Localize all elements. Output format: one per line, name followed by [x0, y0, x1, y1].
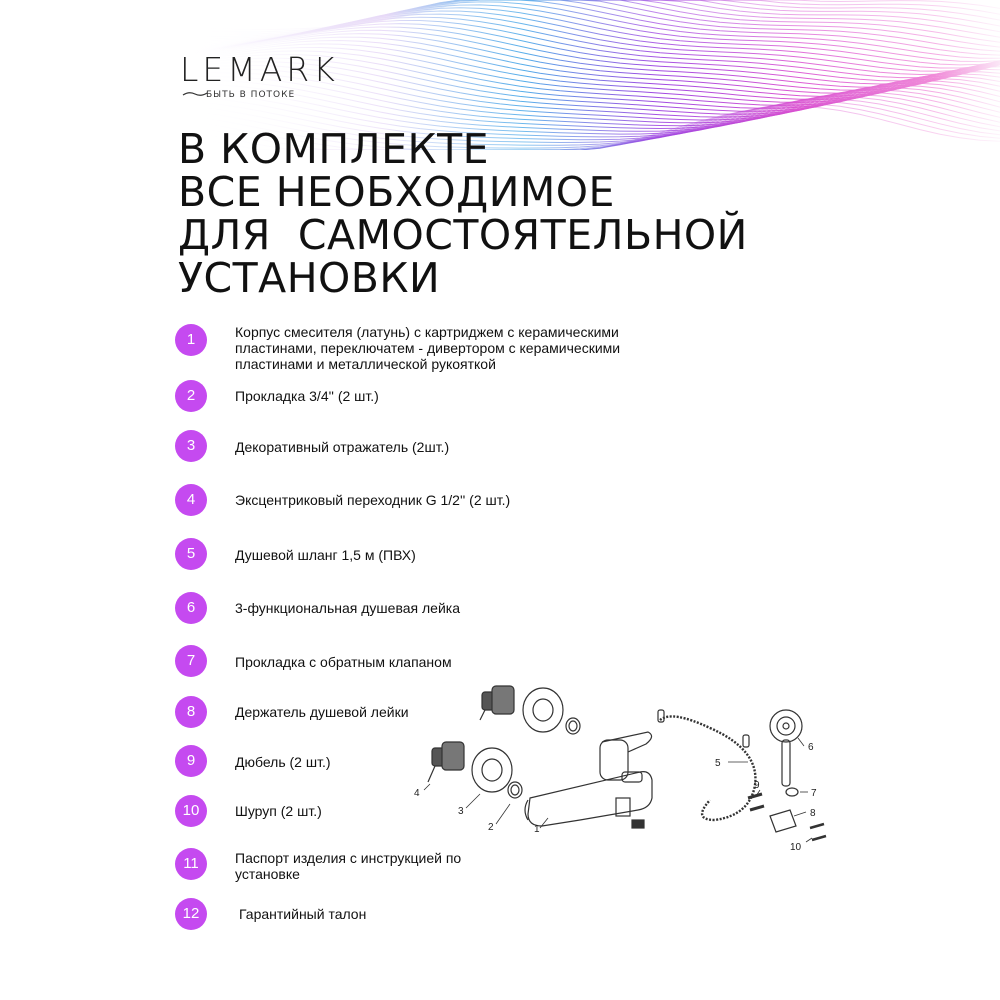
item-number-badge: 7 — [175, 645, 207, 677]
item-text: Корпус смесителя (латунь) с картриджем с керамическими пластинами, переключатем - дивертором с керамическими пластинами и металлической рукояткой — [235, 324, 621, 372]
callout-label: 3 — [458, 806, 464, 817]
callout-label: 4 — [414, 788, 420, 799]
product-exploded-diagram — [410, 680, 850, 860]
check-valve-gasket-icon — [786, 788, 798, 796]
callout-label: 10 — [790, 842, 802, 853]
callout-label: 8 — [810, 808, 816, 819]
item-text: 3-функциональная душевая лейка — [235, 600, 460, 616]
item-text: Декоративный отражатель (2шт.) — [235, 439, 450, 455]
shower-hose-icon — [658, 710, 755, 820]
dowel-icon — [748, 794, 764, 810]
item-number-badge: 8 — [175, 696, 207, 728]
item-text: Держатель душевой лейки — [235, 704, 409, 720]
item-text: Прокладка с обратным клапаном — [235, 654, 452, 670]
callout-label: 9 — [754, 780, 760, 791]
item-text: Душевой шланг 1,5 м (ПВХ) — [235, 547, 416, 563]
shower-holder-icon — [770, 810, 796, 832]
item-text: Шуруп (2 шт.) — [235, 803, 322, 819]
callout-label: 7 — [811, 788, 817, 799]
item-number-badge: 2 — [175, 380, 207, 412]
eccentric-adapter-icon — [428, 686, 514, 782]
item-number-badge: 12 — [175, 898, 207, 930]
screw-icon — [810, 824, 826, 840]
item-text: Прокладка 3/4'' (2 шт.) — [235, 388, 379, 404]
item-number-badge: 9 — [175, 745, 207, 777]
callout-label: 1 — [534, 824, 540, 835]
item-text: Паспорт изделия с инструкцией по установке — [235, 850, 462, 882]
item-number-badge: 3 — [175, 430, 207, 462]
callout-label: 2 — [488, 822, 494, 833]
title-line-3: ДЛЯ САМОСТОЯТЕЛЬНОЙ — [178, 211, 748, 259]
item-number-badge: 1 — [175, 324, 207, 356]
mixer-body-icon — [525, 732, 652, 828]
item-number-badge: 11 — [175, 848, 207, 880]
gasket-icon — [508, 718, 580, 798]
brand-tagline: БЫТЬ В ПОТОКЕ — [206, 90, 296, 100]
title-line-4: УСТАНОВКИ — [178, 254, 441, 302]
item-text: Гарантийный талон — [239, 906, 367, 922]
brand-name: LEMARK — [180, 50, 339, 89]
item-text: Эксцентриковый переходник G 1/2'' (2 шт.) — [235, 492, 511, 508]
item-number-badge: 4 — [175, 484, 207, 516]
callout-label: 5 — [715, 758, 721, 769]
callout-label: 6 — [808, 742, 814, 753]
shower-head-icon — [770, 710, 802, 786]
title-line-1: В КОМПЛЕКТЕ — [178, 125, 490, 173]
item-text: Дюбель (2 шт.) — [235, 754, 331, 770]
item-number-badge: 6 — [175, 592, 207, 624]
item-number-badge: 10 — [175, 795, 207, 827]
title-line-2: ВСЕ НЕОБХОДИМОЕ — [178, 168, 615, 216]
item-number-badge: 5 — [175, 538, 207, 570]
